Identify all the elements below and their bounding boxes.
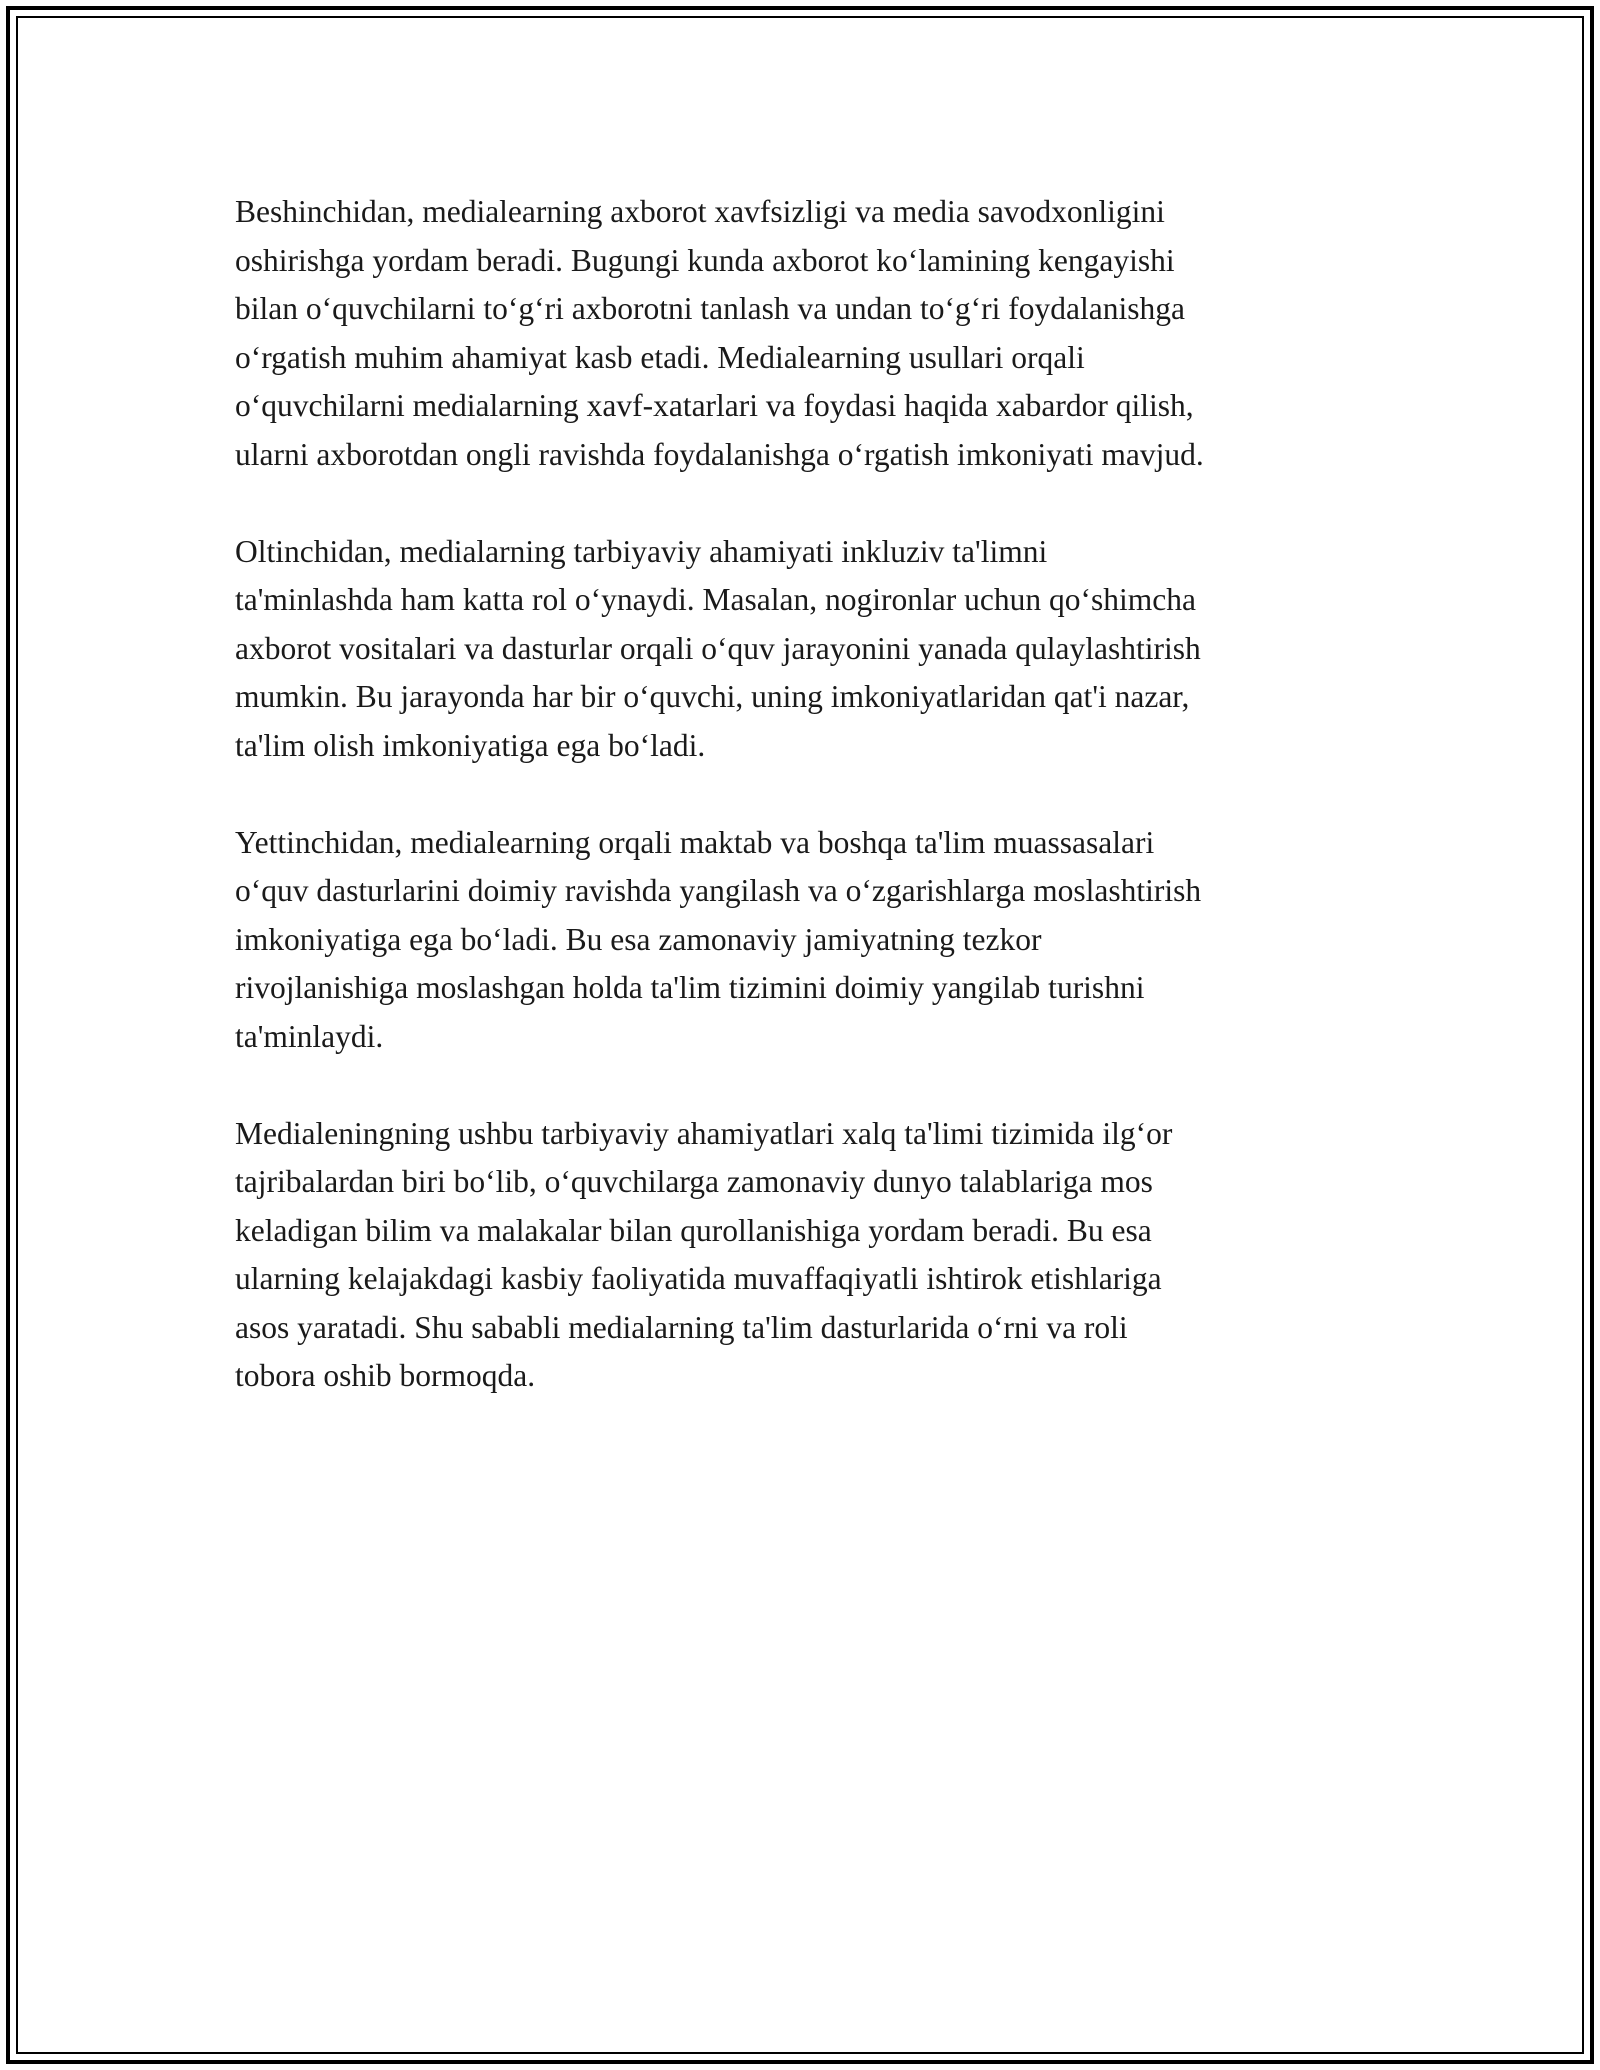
paragraph-seventh-point: Yettinchidan, medialearning orqali maktab va boshqa ta'lim muassasalari o‘quv dasturlarini doimiy ravishda yangilash va o‘zgarishlarga moslashtirish imkoniyatiga ega bo‘ladi. Bu esa zamonaviy jamiyatning tezkor rivojlanishiga moslashgan holda ta'lim tizimini doimiy yangilab turishni ta'minlaydi. <box>235 824 1202 1054</box>
document-body <box>235 188 1385 1449</box>
paragraph-conclusion: Medialeningning ushbu tarbiyaviy ahamiyatlari xalq ta'limi tizimida ilg‘or tajribalardan biri bo‘lib, o‘quvchilarga zamonaviy dunyo talablariga mos keladigan bilim va malakalar bilan qurollanishiga yordam beradi. Bu esa ularning kelajakdagi kasbiy faoliyatida muvaffaqiyatli ishtirok etishlariga asos yaratadi. Shu sababli medialarning ta'lim dasturlarida o‘rni va roli tobora oshib bormoqda. <box>235 1115 1173 1393</box>
paragraph-fifth-point: Beshinchidan, medialearning axborot xavfsizligi va media savodxonligini oshirishga yordam beradi. Bugungi kunda axborot ko‘lamining kengayishi bilan o‘quvchilarni to‘g‘ri axborotni tanlash va undan to‘g‘ri foydalanishga o‘rgatish muhim ahamiyat kasb etadi. Medialearning usullari orqali o‘quvchilarni medialarning xavf-xatarlari va foydasi haqida xabardor qilish, ularni axborotdan ongli ravishda foydalanishga o‘rgatish imkoniyati mavjud. <box>235 194 1204 472</box>
paragraph-sixth-point: Oltinchidan, medialarning tarbiyaviy ahamiyati inkluziv ta'limni ta'minlashda ham katta rol o‘ynaydi. Masalan, nogironlar uchun qo‘shimcha axborot vositalari va dasturlar orqali o‘quv jarayonini yanada qulaylashtirish mumkin. Bu jarayonda har bir o‘quvchi, uning imkoniyatlaridan qat'i nazar, ta'lim olish imkoniyatiga ega bo‘ladi. <box>235 533 1201 763</box>
